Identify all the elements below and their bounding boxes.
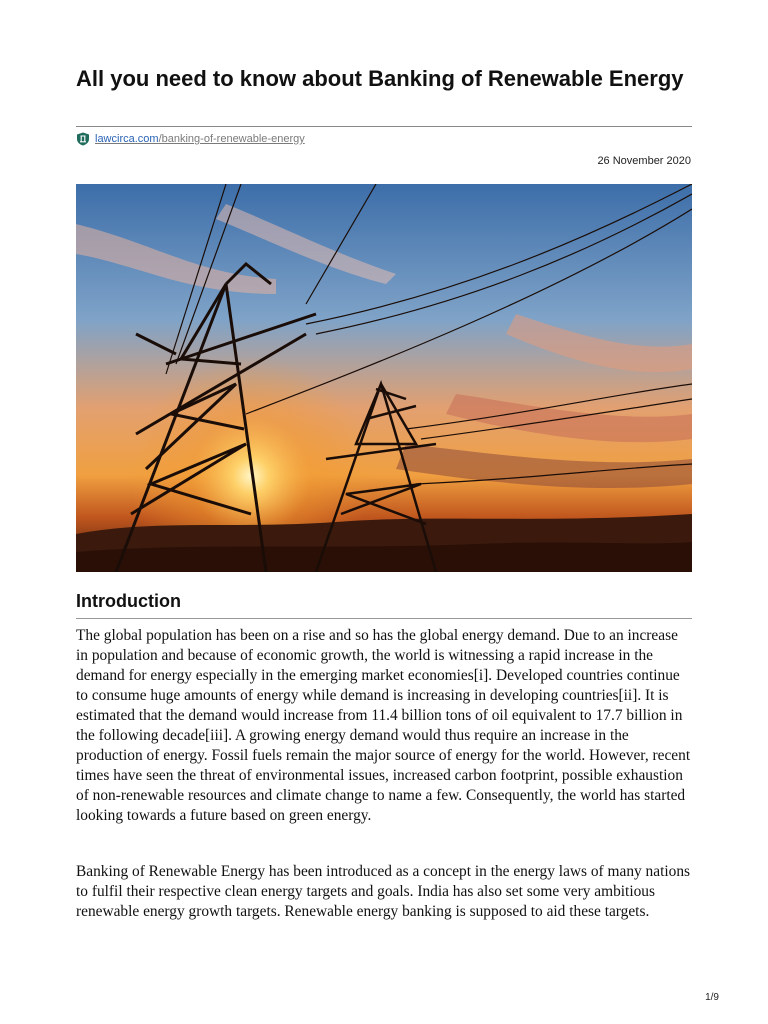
hero-image xyxy=(76,184,692,572)
shield-logo-icon xyxy=(76,132,90,146)
title-divider xyxy=(76,126,692,127)
source-link[interactable] xyxy=(95,133,305,145)
publish-date: 26 November 2020 xyxy=(597,155,691,167)
source-domain: lawcirca.com xyxy=(95,133,159,145)
page-number: 1/9 xyxy=(705,992,719,1003)
section-divider xyxy=(76,618,692,619)
article-title: All you need to know about Banking of Renewable Energy xyxy=(76,66,684,91)
intro-paragraph-1: The global population has been on a rise and so has the global energy demand. Due to an increase in population and because of economic growth, the world is witnessing a rapid increase in the demand for energy especially in the emerging market economies[i]. Developed countries continue to consume huge amounts of energy while demand is increasing in developing countries[ii]. It is estimated that the demand would increase from 11.4 billion tons of oil equivalent to 17.7 billion in the following decade[iii]. A growing energy demand would thus require an increase in the production of energy. Fossil fuels remain the major source of energy for the world. However, recent times have seen the threat of environmental issues, increased carbon footprint, possible exhaustion of non-renewable resources and climate change to name a few. Consequently, the world has started looking towards a future based on green energy. xyxy=(76,627,691,824)
source-path: /banking-of-renewable-energy xyxy=(158,133,305,145)
source-line xyxy=(76,131,305,147)
section-heading-introduction: Introduction xyxy=(76,591,181,611)
intro-paragraph-2: Banking of Renewable Energy has been introduced as a concept in the energy laws of many nations to fulfil their respective clean energy targets and goals. India has also set some very ambitious renewable energy growth targets. Renewable energy banking is supposed to aid these targets. xyxy=(76,863,691,920)
